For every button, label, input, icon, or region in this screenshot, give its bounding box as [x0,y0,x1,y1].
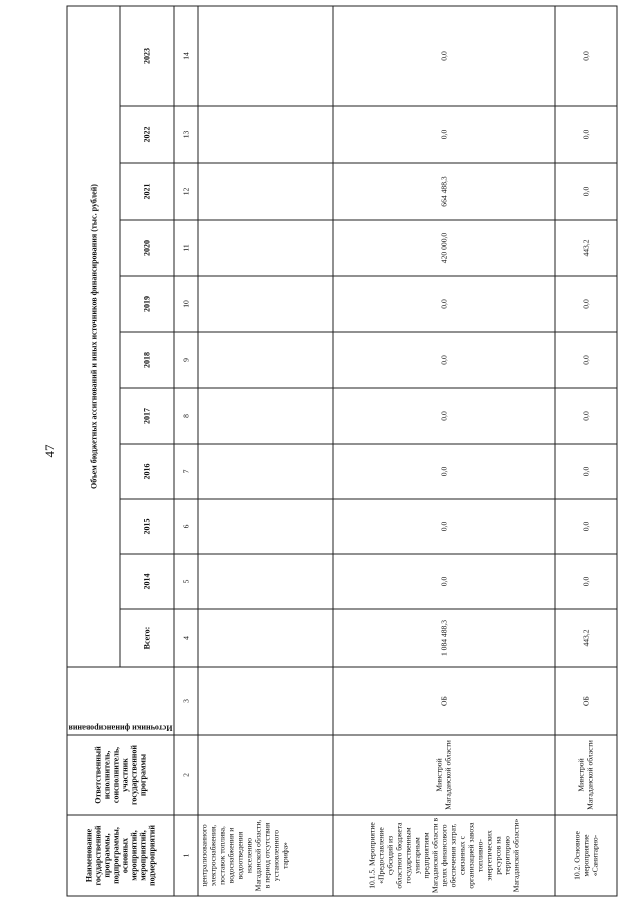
col-number: 4 [174,609,198,667]
row-value [198,554,333,609]
row-value: 420 000,0 [333,220,555,276]
row-source [198,667,333,735]
header-year-2022: 2022 [120,106,174,163]
header-name: Наименование государственной программы, подпрограммы, основных мероприятий, мероприятий, подмероприятий [67,815,174,896]
col-number: 8 [174,388,198,444]
header-year-2021: 2021 [120,163,174,220]
col-number: 5 [174,554,198,609]
header-year-2014: 2014 [120,554,174,609]
col-number: 14 [174,6,198,106]
header-year-2020: 2020 [120,220,174,276]
row-value: 0,0 [555,554,617,609]
row-value [198,609,333,667]
header-year-2019: 2019 [120,276,174,332]
col-number: 9 [174,332,198,388]
row-source: ОБ [333,667,555,735]
row-value: 1 084 488,3 [333,609,555,667]
row-value [198,163,333,220]
header-source: Источники финансирования [68,723,173,733]
row-value: 0,0 [555,163,617,220]
col-number: 2 [174,735,198,815]
row-value: 0,0 [555,332,617,388]
row-value: 0,0 [555,499,617,554]
row-executor [198,735,333,815]
header-executor: Ответственный исполнитель, соисполнитель, участник государственной программы [67,735,174,815]
row-value: 664 488,3 [333,163,555,220]
row-value [198,444,333,499]
col-number: 1 [174,815,198,896]
col-number: 10 [174,276,198,332]
budget-table [67,5,618,896]
row-value: 0,0 [333,276,555,332]
row-value: 0,0 [555,388,617,444]
row-value: 0,0 [333,106,555,163]
row-value: 0,0 [333,6,555,106]
header-year-2015: 2015 [120,499,174,554]
row-name: централизованного электроснабжения, поставок топлива, водоснабжения и водоотведения населению Магаданской области, в период отсутствия установленного тарифа» [198,815,333,896]
row-source: ОБ [555,667,617,735]
col-number: 13 [174,106,198,163]
header-year-2023: 2023 [120,6,174,106]
row-value: 443,2 [555,609,617,667]
row-value: 0,0 [555,106,617,163]
row-value: 0,0 [333,388,555,444]
row-value: 0,0 [555,276,617,332]
row-value: 0,0 [333,444,555,499]
row-value: 0,0 [333,554,555,609]
row-value [198,220,333,276]
row-value: 0,0 [555,6,617,106]
col-number: 7 [174,444,198,499]
header-year-2018: 2018 [120,332,174,388]
row-name: 10.2. Основное мероприятие «Санитарно- [555,815,617,896]
row-value [198,6,333,106]
row-value: 0,0 [555,444,617,499]
header-funding-group: Объем бюджетных ассигнований и иных источников финансирования (тыс. рублей) [67,6,120,667]
row-value [198,106,333,163]
row-value: 0,0 [333,332,555,388]
header-year-2016: 2016 [120,444,174,499]
header-year-total: Всего: [120,609,174,667]
row-value [198,499,333,554]
col-number: 3 [174,667,198,735]
col-number: 12 [174,163,198,220]
row-executor: Минстрой Магаданской области [555,735,617,815]
col-number: 11 [174,220,198,276]
header-year-2017: 2017 [120,388,174,444]
row-value [198,332,333,388]
row-value: 0,0 [333,499,555,554]
page-number: 47 [42,444,57,458]
table-row [555,6,617,896]
row-name: 10.1.5. Мероприятие «Предоставление субсидий из областного бюджета государственным унитарным предприятиям Магаданской области в целях финансового обеспечения затрат, связанных с организацией завоза топливно-энергетических ресурсов на территорию Магаданской области» [333,815,555,896]
row-value [198,276,333,332]
table-row [333,6,555,896]
row-value [198,388,333,444]
header-source-cell [67,667,174,735]
table-row [198,6,333,896]
row-value: 443,2 [555,220,617,276]
col-number: 6 [174,499,198,554]
budget-table-container [67,7,610,897]
row-executor: Минстрой Магаданской области [333,735,555,815]
